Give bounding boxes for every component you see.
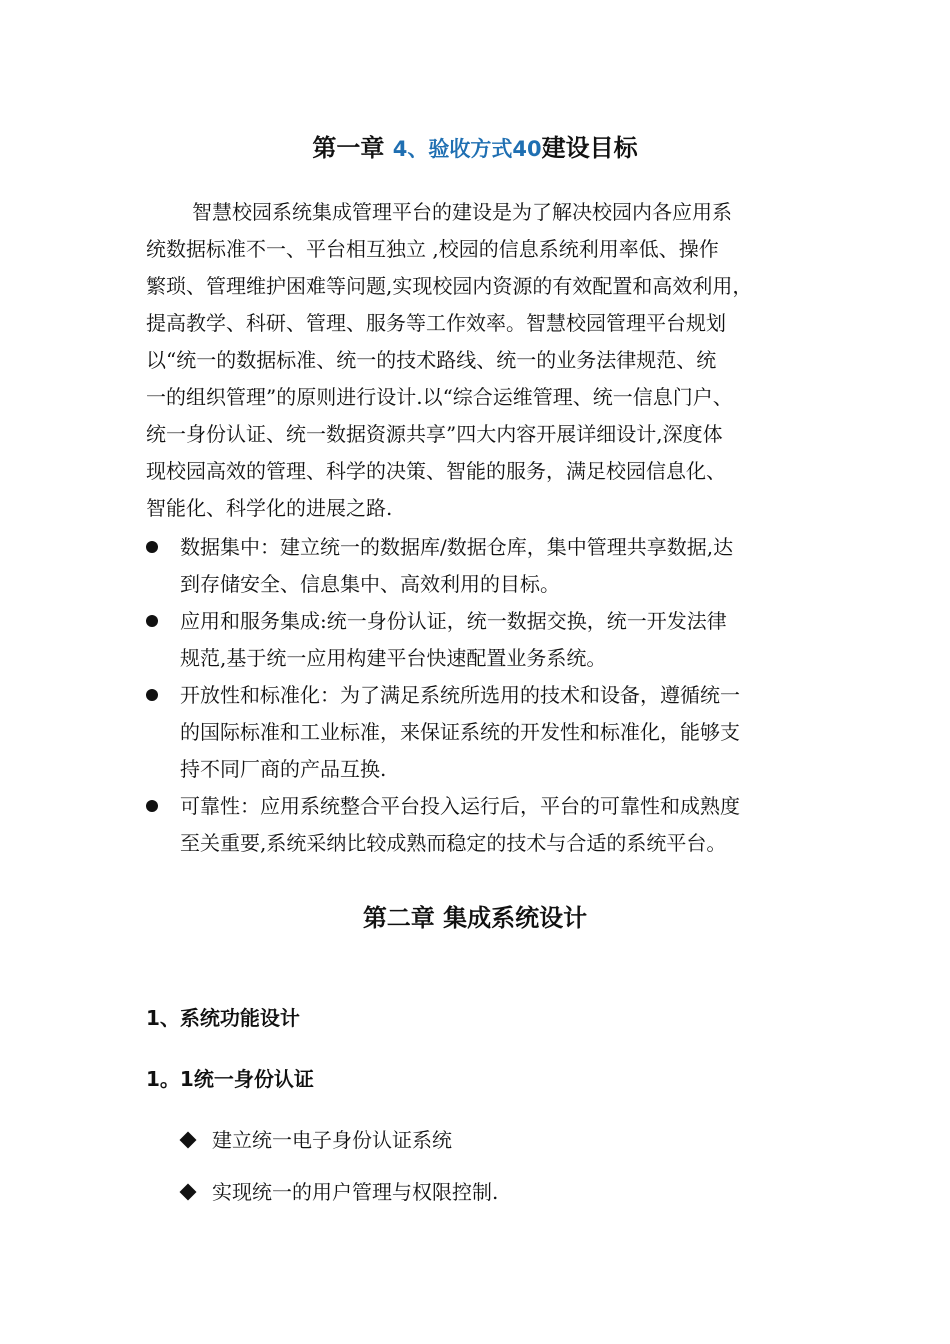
diamond-bullet-icon [180,1132,197,1149]
auth-item [180,1126,452,1154]
auth-item [180,1178,498,1206]
goal-item [146,529,826,603]
chapter-1-heading [0,133,950,164]
bullet-dot-icon [146,615,158,627]
auth-item-text: 实现统一的用户管理与权限控制. [212,1180,499,1204]
bullet-dot-icon [146,541,158,553]
bullet-dot-icon [146,800,158,812]
chapter-2-heading: 第二章 集成系统设计 [362,904,588,932]
goal-item [146,788,826,862]
bullet-dot-icon [146,689,158,701]
chapter-1-suffix: 建设目标 [541,134,638,162]
section-1-1-heading: 1。1统一身份认证 [146,1067,314,1091]
goal-line: 规范,基于统一应用构建平台快速配置业务系统。 [180,646,607,670]
intro-line: 繁琐、管理维护困难等问题,实现校园内资源的有效配置和高效利用， [146,274,753,298]
goal-line: 可靠性：应用系统整合平台投入运行后，平台的可靠性和成熟度 [180,794,740,818]
intro-line: 提高教学、科研、管理、服务等工作效率。智慧校园管理平台规划 [146,311,726,335]
goal-line: 开放性和标准化：为了满足系统所选用的技术和设备，遵循统一 [180,683,740,707]
intro-line: 以“统一的数据标准、统一的技术路线、统一的业务法律规范、统 [146,348,717,372]
goal-line: 应用和服务集成:统一身份认证，统一数据交换，统一开发法律 [180,609,727,633]
goal-line: 至关重要,系统采纳比较成熟而稳定的技术与合适的系统平台。 [180,831,727,855]
auth-item-text: 建立统一电子身份认证系统 [212,1128,452,1152]
intro-line: 统一身份认证、统一数据资源共享”四大内容开展详细设计,深度体 [146,422,723,446]
goal-line: 到存储安全、信息集中、高效利用的目标。 [180,572,560,596]
intro-paragraph [146,194,826,527]
diamond-bullet-icon [180,1184,197,1201]
goal-line: 的国际标准和工业标准，来保证系统的开发性和标准化，能够支 [180,720,740,744]
goals-list [146,529,826,862]
chapter-1-number: 4、验收方式40 [392,137,542,161]
intro-line: 智能化、科学化的进展之路. [146,496,393,520]
goal-line: 持不同厂商的产品互换. [180,757,387,781]
goal-item [146,603,826,677]
chapter-1-prefix: 第一章 [312,134,393,162]
section-1-heading: 1、系统功能设计 [146,1006,300,1030]
goal-item [146,677,826,788]
intro-line: 统数据标准不一、平台相互独立 ,校园的信息系统利用率低、操作 [146,237,719,261]
goal-line: 数据集中：建立统一的数据库/数据仓库，集中管理共享数据,达 [180,535,734,559]
intro-line: 一的组织管理”的原则进行设计.以“综合运维管理、统一信息门户、 [146,385,733,409]
intro-line: 现校园高效的管理、科学的决策、智能的服务，满足校园信息化、 [146,459,726,483]
intro-line: 智慧校园系统集成管理平台的建设是为了解决校园内各应用系 [192,200,732,224]
